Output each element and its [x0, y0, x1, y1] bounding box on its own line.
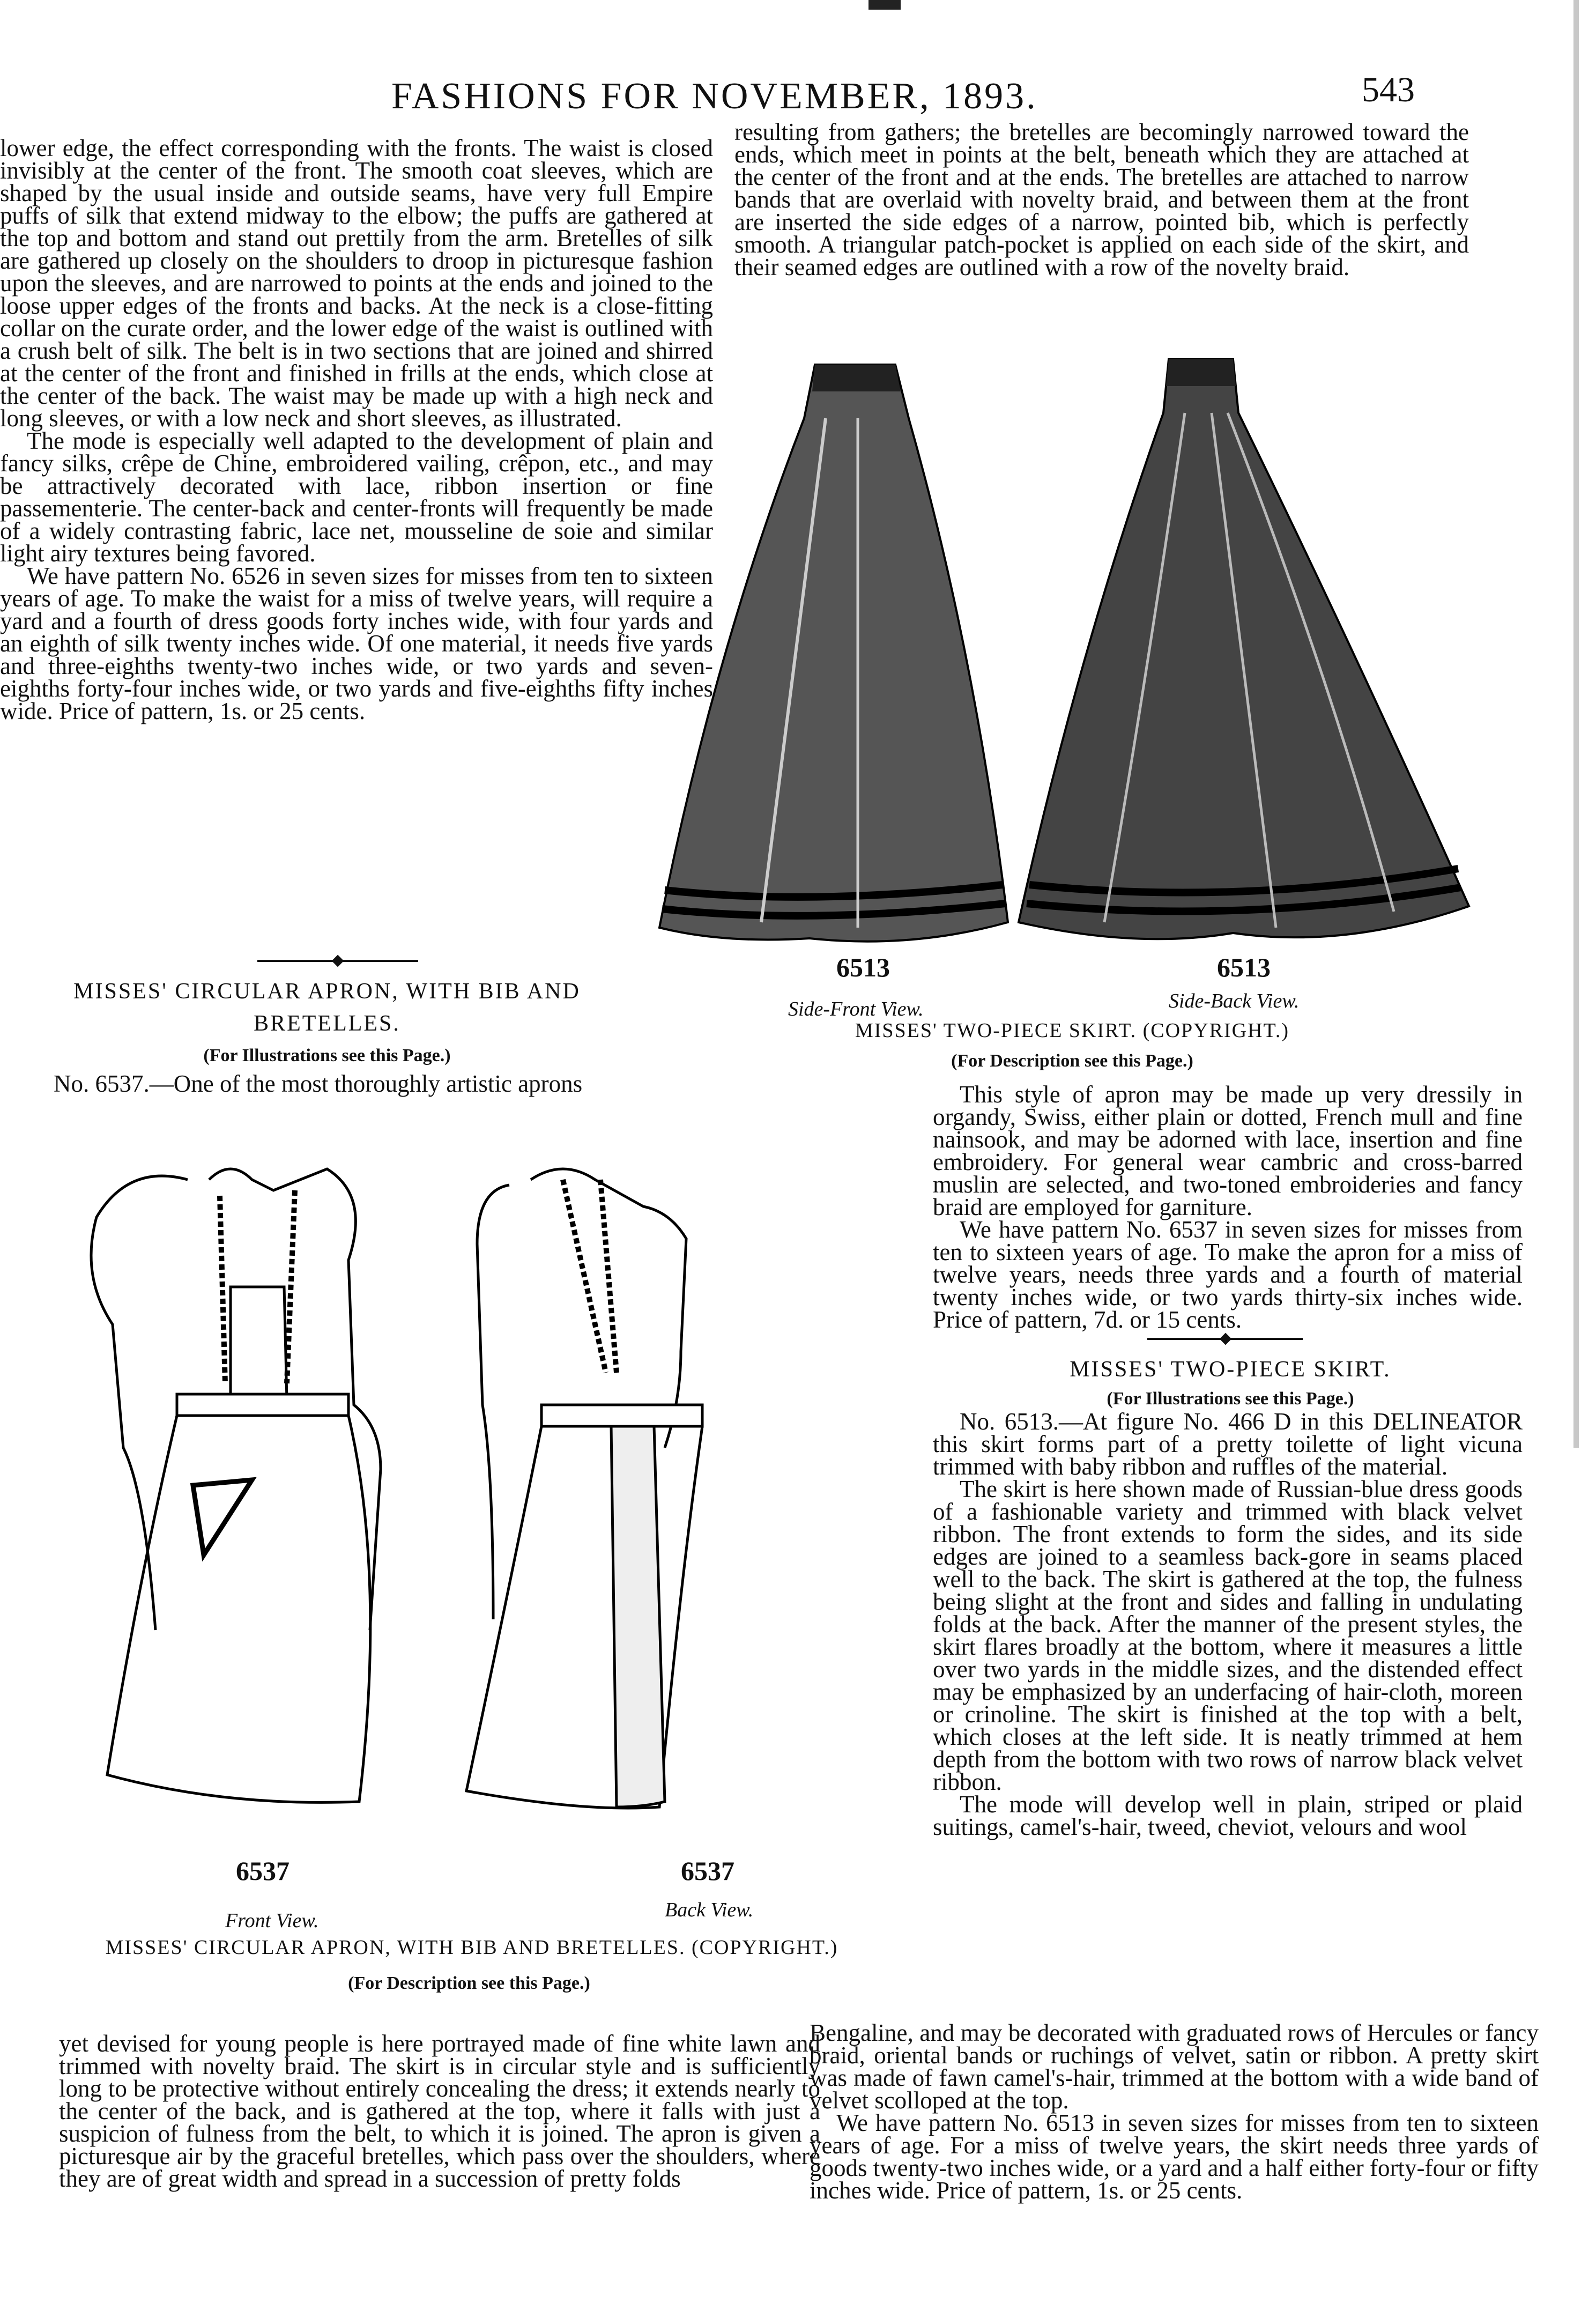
bottom-left-column [59, 2032, 820, 2190]
page-number: 543 [1362, 70, 1415, 109]
paragraph: The mode is especially well adapted to the development of plain and fancy silks, crêpe de Chine, embroidered vailing, crêpon, etc., and may be attractively decorated with lace, ribbon insertion or fine passementerie. The center-back and center-fronts will frequently be made of a widely contrasting fabric, lace net, mousseline de soie and similar light airy textures being favored. [0, 427, 713, 567]
skirt-description-ref: (For Description see this Page.) [951, 1051, 1193, 1071]
skirt-section-column [933, 1410, 1523, 1838]
bottom-right-column [810, 2021, 1539, 2202]
paragraph: The skirt is here shown made of Russian-blue dress goods of a fashionable variety and trimmed with black velvet ribbon. The front extends to form the sides, and its side edges are joined to a seamless back-gore in seams placed well to the back. The skirt is gathered at the top, the fulness being slight at the front and sides and falling in undulating folds at the back. After the manner of the present styles, the skirt flares broadly at the bottom, where it measures a little over two yards in the middle sizes, and the distended effect may be emphasized by an underfacing of hair-cloth, moreen or crinoline. The skirt is finished at the top with a belt, which closes at the left side. It is neatly trimmed at hem depth from the bottom with two rows of narrow black velvet ribbon. [933, 1476, 1523, 1795]
right-top-column [734, 121, 1469, 278]
apron-illustrations [48, 1147, 852, 1866]
divider-ornament [332, 955, 344, 967]
skirt-figure-number-back: 6513 [1217, 952, 1271, 982]
skirt-back-view [1019, 359, 1469, 939]
apron-front-view-label: Front View. [225, 1909, 319, 1932]
apron-back-view-label: Back View. [665, 1899, 754, 1921]
apron-heading-line1: MISSES' CIRCULAR APRON, WITH BIB AND [73, 979, 581, 1004]
skirt-figure-number-front: 6513 [836, 952, 890, 982]
apron-figure-number-front: 6537 [236, 1856, 289, 1886]
paragraph: No. 6513.—At figure No. 466 D in this DELINEATOR this skirt forms part of a pretty toilette of light vicuna trimmed with baby ribbon and ruffles of the material. [933, 1408, 1523, 1480]
skirt-front-view [659, 365, 1008, 942]
apron-front-view [91, 1169, 381, 1802]
skirt-illustrations [633, 354, 1501, 981]
paragraph: This style of apron may be made up very dressily in organdy, Swiss, either plain or dotted, French mull and fine nainsook, and may be adorned with lace, insertion and fine embroidery. For general wear cambric and cross-barred muslin are selected, and two-toned embroideries and fancy braid are employed for garniture. [933, 1081, 1523, 1220]
paragraph: resulting from gathers; the bretelles are becomingly narrowed toward the ends, which meet in points at the belt, beneath which they are attached at the center of the front and at the ends. The bretelles are attached to narrow bands that are overlaid with novelty braid, and between them at the front are inserted the side edges of a narrow, pointed bib, which is perfectly smooth. A triangular patch-pocket is applied on each side of the skirt, and their seamed edges are outlined with a row of the novelty braid. [734, 119, 1469, 280]
scan-edge-mark [1573, 0, 1579, 1448]
skirt-front-view-label: Side-Front View. [788, 998, 924, 1020]
skirt-illustration-ref: (For Illustrations see this Page.) [1107, 1389, 1354, 1409]
paragraph: We have pattern No. 6537 in seven sizes for misses from ten to sixteen years of age. To make the apron for a miss of twelve years, needs three yards and a fourth of material twenty inches wide, or two yards thirty-six inches wide. Price of pattern, 7d. or 15 cents. [933, 1216, 1523, 1333]
apron-description-ref: (For Description see this Page.) [348, 1973, 590, 1993]
skirt-figure-caption: MISSES' TWO-PIECE SKIRT. (COPYRIGHT.) [855, 1019, 1290, 1042]
apron-continued-column [933, 1083, 1523, 1331]
skirt-heading: MISSES' TWO-PIECE SKIRT. [1070, 1357, 1391, 1382]
apron-back-view [466, 1169, 702, 1808]
paragraph: lower edge, the effect corresponding with the fronts. The waist is closed invisibly at the center of the front. The smooth coat sleeves, which are shaped by the usual inside and outside seams, have very full Empire puffs of silk that extend midway to the elbow; the puffs are gathered at the top and bottom and stand out prettily from the arm. Bretelles of silk are gathered up closely on the shoulders to droop in picturesque fashion upon the sleeves, and are narrowed to points at the ends and joined to the loose upper edges of the fronts and backs. At the neck is a close-fitting collar on the curate order, and the lower edge of the waist is outlined with a crush belt of silk. The belt is in two sections that are joined and shirred at the center of the front and finished in frills at the ends, which close at the center of the back. The waist may be made up with a high neck and long sleeves, or with a low neck and short sleeves, as illustrated. [0, 135, 713, 432]
apron-illustration-ref: (For Illustrations see this Page.) [203, 1046, 451, 1065]
paragraph: We have pattern No. 6513 in seven sizes for misses from ten to sixteen years of age. For a miss of twelve years, the skirt needs three yards of goods twenty-two inches wide, or a yard and a half either forty-four or fifty inches wide. Price of pattern, 1s. or 25 cents. [810, 2109, 1539, 2204]
apron-heading-line2: BRETELLES. [254, 1011, 400, 1036]
paragraph: We have pattern No. 6526 in seven sizes for misses from ten to sixteen years of age. To make the waist for a miss of twelve years, will require a yard and a fourth of dress goods forty inches wide, with four yards and an eighth of silk twenty inches wide. Of one material, it needs five yards and three-eighths twenty-two inches wide, or two yards and seven-eighths forty-four inches wide, or two yards and five-eighths fifty inches wide. Price of pattern, 1s. or 25 cents. [0, 562, 713, 724]
apron-figure-number-back: 6537 [681, 1856, 734, 1886]
apron-first-line: No. 6537.—One of the most thoroughly artistic aprons [54, 1070, 583, 1097]
left-top-column [0, 137, 713, 722]
apron-figure-caption: MISSES' CIRCULAR APRON, WITH BIB AND BRETELLES. (COPYRIGHT.) [105, 1936, 838, 1959]
paragraph: Bengaline, and may be decorated with graduated rows of Hercules or fancy braid, oriental bands or ruchings of velvet, satin or ribbon. A pretty skirt was made of fawn camel's-hair, trimmed at the bottom with a wide band of velvet scolloped at the top. [810, 2019, 1539, 2114]
scan-edge-mark [868, 0, 901, 10]
paragraph: The mode will develop well in plain, striped or plaid suitings, camel's-hair, tweed, cheviot, velours and wool [933, 1791, 1523, 1840]
page-title: FASHIONS FOR NOVEMBER, 1893. [391, 76, 1038, 117]
paragraph: yet devised for young people is here portrayed made of fine white lawn and trimmed with novelty braid. The skirt is in circular style and is sufficiently long to be protective without entirely concealing the dress; it extends nearly to the center of the back, and is gathered at the top, where it falls with just a suspicion of fulness from the belt, to which it is joined. The apron is given a picturesque air by the graceful bretelles, which pass over the shoulders, where they are of great width and spread in a succession of pretty folds [59, 2030, 820, 2192]
divider-ornament [1220, 1333, 1232, 1345]
skirt-back-view-label: Side-Back View. [1169, 990, 1300, 1012]
